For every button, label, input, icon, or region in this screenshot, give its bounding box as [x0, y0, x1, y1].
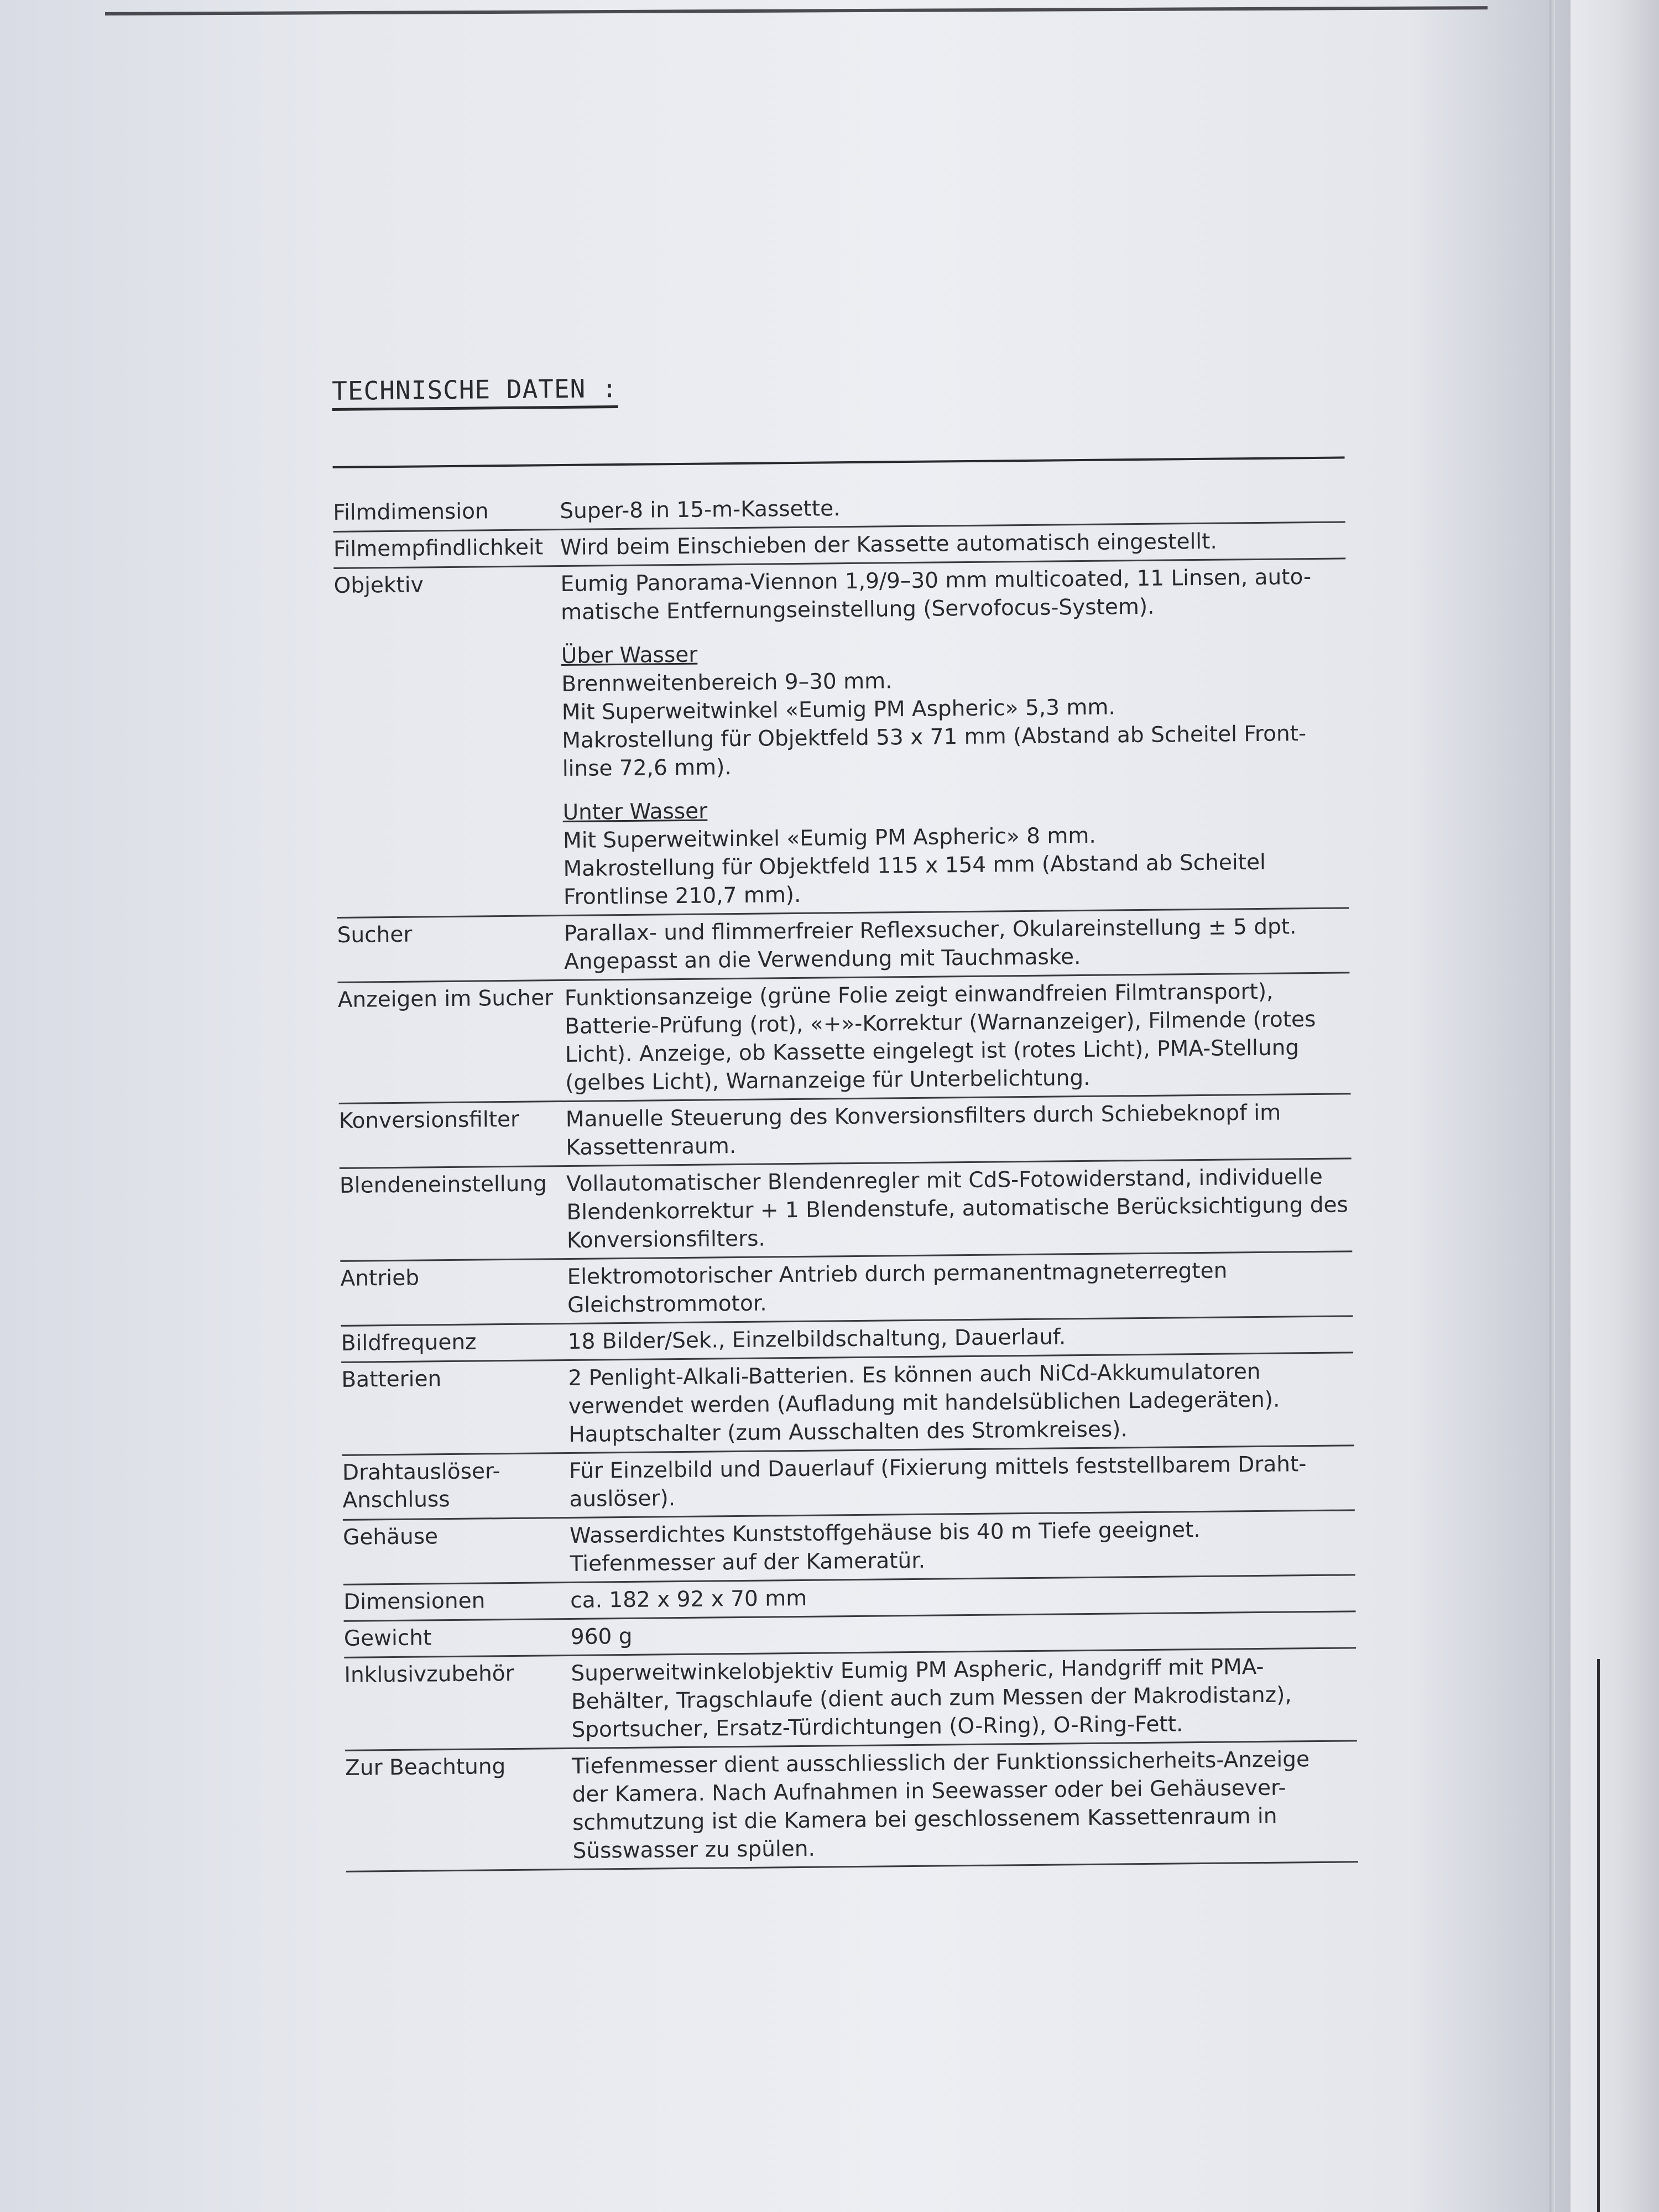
spec-value [566, 1162, 1352, 1255]
spec-row-gehaeuse [343, 1511, 1355, 1585]
top-page-rule [105, 6, 1488, 15]
spec-subsection [561, 634, 1348, 783]
spec-subsection-heading: Unter Wasser [562, 799, 708, 826]
spec-value-line: Wird beim Einschieben der Kassette automatisch eingestellt. [560, 529, 1218, 561]
spec-value-line: Eumig Panorama-Viennon 1,9/9–30 mm multicoated, 11 Linsen, auto- [560, 565, 1312, 597]
spec-row-anzeigen-im-sucher [338, 973, 1351, 1104]
spec-row-drahtausloeser-anschluss [342, 1446, 1355, 1521]
spec-value [569, 1449, 1355, 1514]
spec-label: Dimensionen [343, 1588, 486, 1615]
spec-label: Filmempfindlichkeit [333, 535, 544, 562]
spec-value-line: Mit Superweitwinkel «Eumig PM Aspheric» 5,3 mm. [561, 695, 1115, 726]
spec-value-line: schmutzung ist die Kamera bei geschlossenem Kassettenraum in [572, 1803, 1277, 1835]
spec-value-line: Konversionsfilters. [566, 1226, 766, 1253]
document-page [332, 366, 1358, 1872]
spec-value [572, 1745, 1358, 1865]
spec-value-line: Batterie-Prüfung (rot), «+»-Korrektur (Warnanzeiger), Filmende (rotes [565, 1006, 1316, 1040]
spec-value [571, 1652, 1357, 1744]
spec-value-line: Funktionsanzeige (grüne Folie zeigt einwandfreien Filmtransport), [564, 979, 1274, 1011]
spec-label: Gewicht [343, 1625, 432, 1651]
spec-row-konversionsfilter [339, 1094, 1352, 1169]
spec-value [568, 1357, 1354, 1449]
spec-value-line: Wasserdichtes Kunststoffgehäuse bis 40 m Tiefe geeignet. [569, 1517, 1201, 1548]
spec-value [571, 1615, 1356, 1651]
spec-label: Inklusivzubehör [344, 1661, 514, 1688]
spec-value [570, 1514, 1355, 1578]
spec-row-batterien [341, 1353, 1354, 1456]
spec-label: Batterien [341, 1366, 442, 1392]
spec-value-line: Hauptschalter (zum Ausschalten des Stromkreises). [568, 1417, 1128, 1447]
spec-row-zur-beachtung [345, 1741, 1358, 1872]
spec-value-line: Blendenkorrektur + 1 Blendenstufe, automatische Berücksichtigung des [566, 1192, 1349, 1225]
spec-row-antrieb [340, 1252, 1353, 1327]
spec-value-line: Angepasst an die Verwendung mit Tauchmaske. [564, 945, 1081, 975]
spec-label: Blendeneinstellung [339, 1171, 547, 1198]
spec-value-line: Für Einzelbild und Dauerlauf (Fixierung mittels feststellbarem Draht- [568, 1452, 1307, 1484]
spec-value-line: Licht). Anzeige, ob Kassette eingelegt ist (rotes Licht), PMA-Stellung [565, 1035, 1300, 1068]
spec-value-line: Super-8 in 15-m-Kassette. [560, 496, 841, 524]
spec-value [560, 562, 1349, 911]
spec-label: Objektiv [333, 572, 424, 598]
spec-value-line: Manuelle Steuerung des Konversionsfilters durch Schiebeknopf im [565, 1100, 1281, 1133]
spec-value-line: 18 Bilder/Sek., Einzelbildschaltung, Dauerlauf. [567, 1324, 1066, 1354]
spec-value-line: Kassettenraum. [566, 1134, 737, 1160]
spec-value-line: Elektromotorischer Antrieb durch permanentmagneterregten [567, 1258, 1228, 1290]
spec-label: Drahtauslöser- Anschluss [342, 1459, 500, 1513]
spec-table [333, 456, 1358, 1872]
spec-value-line: Mit Superweitwinkel «Eumig PM Aspheric» 8 mm. [562, 823, 1096, 854]
spec-value [566, 1098, 1352, 1162]
spec-row-blendeneinstellung [340, 1159, 1353, 1262]
spec-row-sucher [337, 909, 1349, 983]
spec-row-inklusivzubehoer [344, 1648, 1357, 1751]
spec-value-line: Makrostellung für Objektfeld 115 x 154 mm (Abstand ab Scheitel [563, 849, 1266, 882]
spec-value-line: Tiefenmesser dient ausschliesslich der Funktionssicherheits-Anzeige [571, 1747, 1310, 1779]
spec-subsection [562, 791, 1349, 911]
spec-value-line: der Kamera. Nach Aufnahmen in Seewasser oder bei Gehäusever- [572, 1775, 1286, 1807]
spec-label: Gehäuse [342, 1524, 439, 1550]
spec-label: Sucher [337, 922, 413, 948]
spec-value [567, 1255, 1353, 1319]
spec-value-line: Süsswasser zu spülen. [572, 1836, 816, 1864]
spec-value-line: Behälter, Tragschlaufe (dient auch zum Messen der Makrodistanz), [571, 1682, 1292, 1714]
spec-value-line: Vollautomatischer Blendenregler mit CdS-Fotowiderstand, individuelle [566, 1164, 1323, 1197]
spec-value-line: Superweitwinkelobjektiv Eumig PM Aspheric, Handgriff mit PMA- [571, 1654, 1264, 1686]
spec-value-line: Gleichstrommotor. [567, 1291, 767, 1318]
page-title: TECHNISCHE DATEN : [332, 373, 618, 411]
spec-value-line: (gelbes Licht), Warnanzeige für Unterbelichtung. [565, 1065, 1091, 1096]
spec-value [560, 489, 1345, 525]
spec-value-line: auslöser). [569, 1486, 676, 1512]
spec-value [560, 526, 1345, 562]
spec-value [565, 977, 1351, 1097]
underlying-page-edge [1571, 0, 1659, 2212]
spec-value [568, 1320, 1353, 1356]
spec-label: Antrieb [340, 1265, 420, 1291]
spec-value-line: 2 Penlight-Alkali-Batterien. Es können auch NiCd-Akkumulatoren [568, 1359, 1261, 1391]
spec-value-line: linse 72,6 mm). [562, 755, 732, 782]
spec-value-line: Tiefenmesser auf der Kameratür. [570, 1548, 926, 1577]
spec-label: Konversionsfilter [338, 1107, 520, 1134]
spec-label: Filmdimension [333, 499, 489, 525]
spec-value-line: Sportsucher, Ersatz-Türdichtungen (O-Ring), O-Ring-Fett. [571, 1712, 1183, 1743]
spec-value-line: Makrostellung für Objektfeld 53 x 71 mm (Abstand ab Scheitel Front- [562, 721, 1307, 754]
page-edge-shadow [1550, 0, 1555, 2212]
spec-value-line: verwendet werden (Aufladung mit handelsüblichen Ladegeräten). [568, 1387, 1280, 1419]
spec-value-line: ca. 182 x 92 x 70 mm [570, 1585, 807, 1613]
spec-value [564, 912, 1349, 976]
spec-value-line: Frontlinse 210,7 mm). [563, 882, 801, 910]
spec-subsection-heading: Über Wasser [561, 642, 698, 669]
spec-row-objektiv [333, 559, 1349, 919]
spec-value-line: 960 g [570, 1624, 633, 1650]
spec-label: Bildfrequenz [341, 1329, 477, 1356]
spec-value-line: Brennweitenbereich 9–30 mm. [561, 669, 893, 697]
spec-value-line: Parallax- und flimmerfreier Reflexsucher, Okulareinstellung ± 5 dpt. [564, 914, 1297, 947]
page-edge-dark-line [1597, 1659, 1600, 2212]
spec-label: Anzeigen im Sucher [337, 985, 554, 1013]
spec-value-line: matische Entfernungseinstellung (Servofocus-System). [560, 594, 1155, 625]
spec-value [570, 1579, 1355, 1615]
spec-label: Zur Beachtung [345, 1754, 506, 1781]
